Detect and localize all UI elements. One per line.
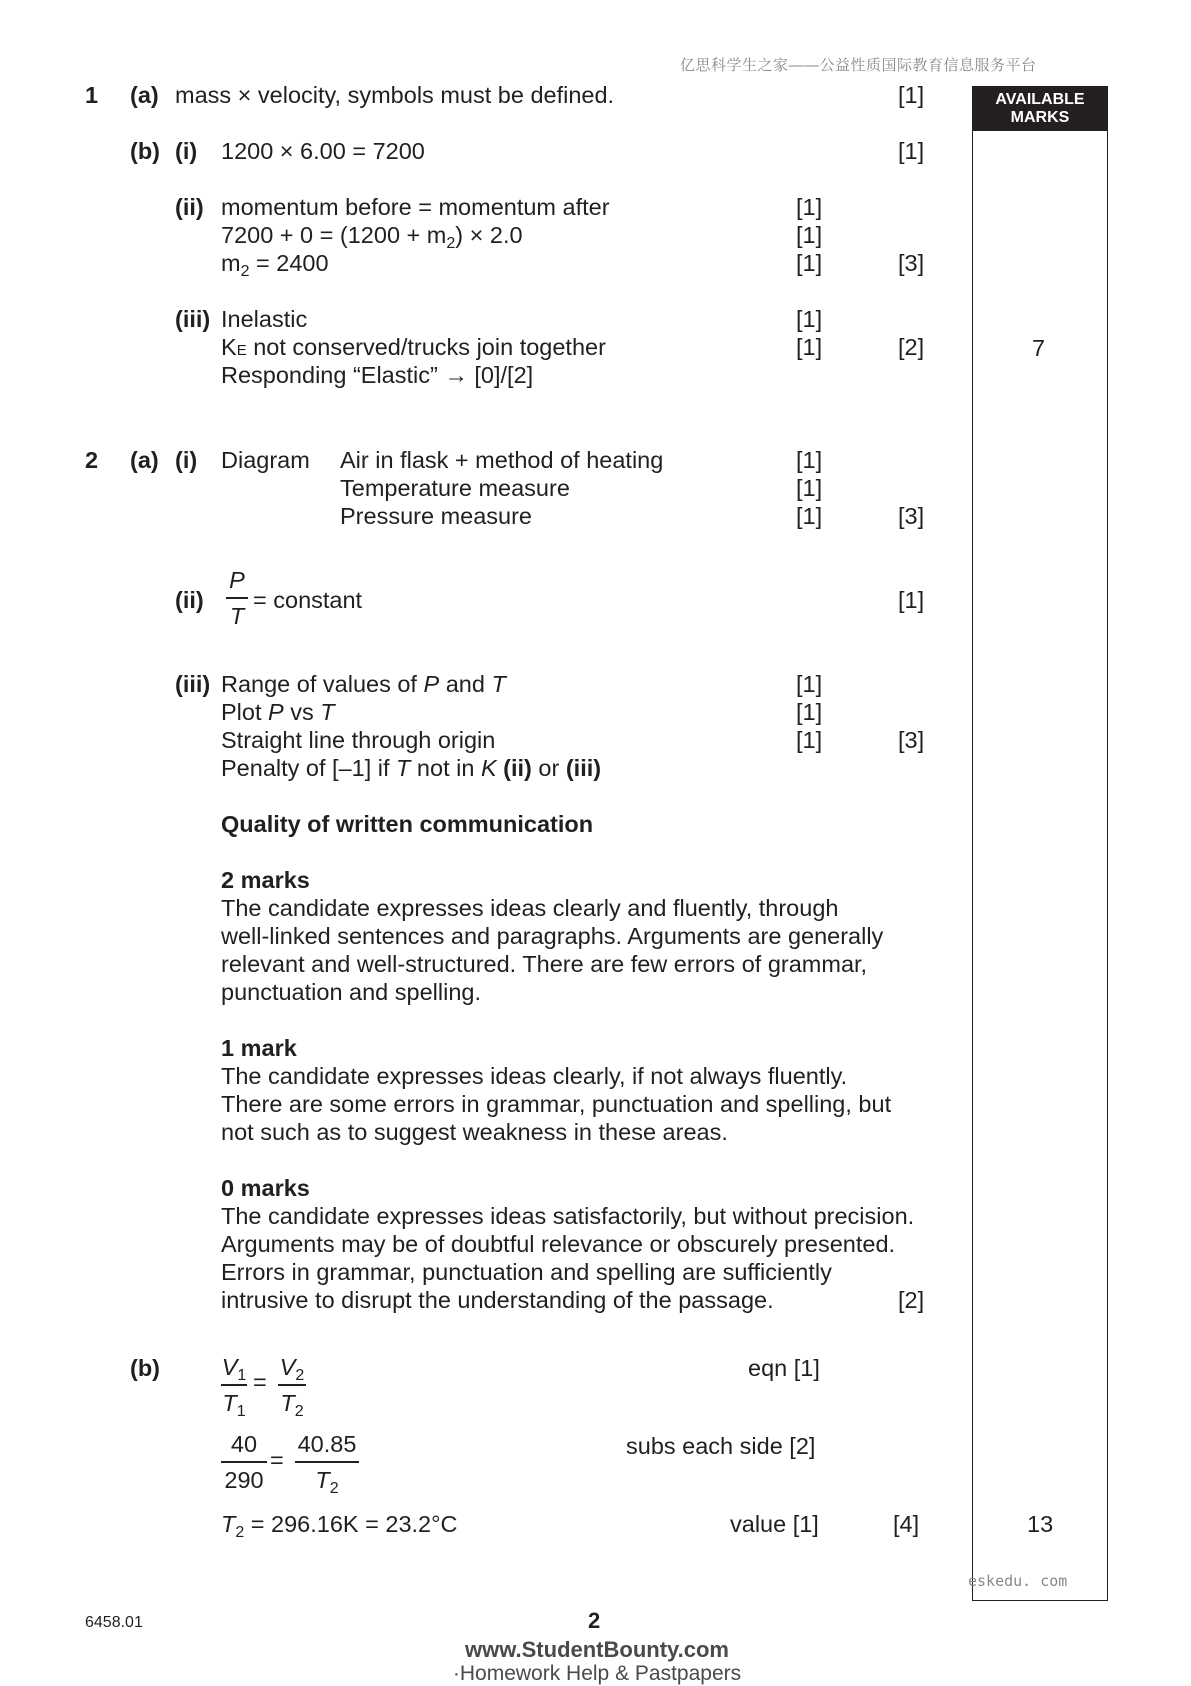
q1biii-line1: Inelastic — [221, 306, 308, 332]
q2b-eq2-frac1: 40 290 — [221, 1430, 267, 1494]
q1bi-mark: [1] — [898, 138, 925, 164]
q2aii-text: = constant — [253, 587, 363, 613]
q2aii-fraction: P T — [226, 566, 248, 630]
q1biii-line3: Responding “Elastic” → [0]/[2] — [221, 362, 534, 388]
qwc-mark: [2] — [898, 1287, 925, 1313]
q2ai-mark3: [1] — [796, 503, 823, 529]
q2aiii-mark2: [1] — [796, 699, 823, 725]
q2ai-total: [3] — [898, 503, 925, 529]
qwc-0marks-line: Arguments may be of doubtful relevance or obscurely presented. — [221, 1231, 896, 1257]
q1bii-mark1: [1] — [796, 194, 823, 220]
qwc-0marks-line: intrusive to disrupt the understanding of the passage. — [221, 1287, 774, 1313]
q1-number: 1 — [85, 82, 99, 108]
q2b-eq1-equals: = — [253, 1369, 267, 1395]
q2ai-mark1: [1] — [796, 447, 823, 473]
q2aiii-label: (iii) — [175, 671, 211, 697]
qwc-2marks-line: well-linked sentences and paragraphs. Arguments are generally — [221, 923, 884, 949]
q1biii-mark1: [1] — [796, 306, 823, 332]
qwc-2marks-heading: 2 marks — [221, 867, 310, 893]
q2aiii-line3: Straight line through origin — [221, 727, 496, 753]
q2b-eq2-mark: subs each side [2] — [626, 1433, 816, 1459]
available-marks-header: AVAILABLE MARKS — [973, 87, 1107, 131]
q2aiii-mark1: [1] — [796, 671, 823, 697]
qwc-0marks-heading: 0 marks — [221, 1175, 310, 1201]
eskedu-watermark: eskedu. com — [968, 1572, 1068, 1590]
qwc-heading: Quality of written communication — [221, 811, 594, 837]
q1a-mark: [1] — [898, 82, 925, 108]
q2aii-label: (ii) — [175, 587, 204, 613]
q1bii-label: (ii) — [175, 194, 204, 220]
q1bii-line3: $m_2 = 2400$ — [221, 250, 329, 280]
qwc-1mark-line: The candidate expresses ideas clearly, if not always fluently. — [221, 1063, 848, 1089]
q1biii-mark2: [1] — [796, 334, 823, 360]
q2aiii-total: [3] — [898, 727, 925, 753]
qwc-0marks-line: The candidate expresses ideas satisfactorily, but without precision. — [221, 1203, 915, 1229]
q1bii-line2: $7200 + 0 = (1200 + m_2) \times 2.0$ — [221, 222, 523, 252]
qwc-1mark-heading: 1 mark — [221, 1035, 297, 1061]
top-watermark: 亿思科学生之家——公益性质国际教育信息服务平台 — [680, 57, 1037, 74]
q1bii-mark3: [1] — [796, 250, 823, 276]
paper-code: 6458.01 — [85, 1614, 143, 1631]
qwc-0marks-line: Errors in grammar, punctuation and spelling are sufficiently — [221, 1259, 832, 1285]
q1biii-line2: KE not conserved/trucks join together — [221, 334, 606, 360]
q1-total-marks: 7 — [1032, 335, 1046, 361]
q1a-label: (a) — [130, 82, 159, 108]
q2-total-marks: 13 — [1027, 1511, 1054, 1537]
q1biii-total: [2] — [898, 334, 925, 360]
qwc-2marks-line: punctuation and spelling. — [221, 979, 482, 1005]
q2aiii-line1: Range of values of P and T — [221, 671, 506, 697]
q1biii-label: (iii) — [175, 306, 211, 332]
q1bii-total: [3] — [898, 250, 925, 276]
page-number: 2 — [588, 1608, 601, 1633]
studentbounty-logo: www.StudentBounty.com ·Homework Help & Pastpapers — [452, 1637, 742, 1685]
q1b-label: (b) — [130, 138, 161, 164]
q2ai-line3: Pressure measure — [340, 503, 532, 529]
qwc-1mark-line: There are some errors in grammar, punctuation and spelling, but — [221, 1091, 892, 1117]
q2b-eq3-mark: value [1] — [730, 1511, 819, 1537]
q2b-eq2-frac2: 40.85 $T_2$ — [295, 1430, 359, 1494]
q2b-eq1-frac1: $V_1$ $T_1$ — [221, 1354, 247, 1420]
q1bii-mark2: [1] — [796, 222, 823, 248]
q2aiii-penalty: Penalty of [–1] if T not in K (ii) or (iii) — [221, 755, 602, 781]
q2-number: 2 — [85, 447, 99, 473]
q2aii-mark: [1] — [898, 587, 925, 613]
q2aiii-line2: Plot P vs T — [221, 699, 335, 725]
q2b-eq2-equals: = — [270, 1447, 284, 1473]
q1bi-label: (i) — [175, 138, 198, 164]
q2ai-diagram: Diagram — [221, 447, 310, 473]
q1bii-line1: momentum before = momentum after — [221, 194, 610, 220]
q2b-label: (b) — [130, 1355, 161, 1381]
qwc-1mark-line: not such as to suggest weakness in these areas. — [221, 1119, 728, 1145]
qwc-2marks-line: relevant and well-structured. There are few errors of grammar, — [221, 951, 868, 977]
q2ai-label: (i) — [175, 447, 198, 473]
qwc-2marks-line: The candidate expresses ideas clearly and fluently, through — [221, 895, 839, 921]
available-marks-column — [972, 86, 1108, 1601]
q2b-eq1-mark: eqn [1] — [748, 1355, 820, 1381]
q2aiii-mark3: [1] — [796, 727, 823, 753]
q2b-total: [4] — [893, 1511, 920, 1537]
q2b-eq3: $T_2 = 296.16K = 23.2^\circ C$ — [221, 1511, 458, 1541]
q2a-label: (a) — [130, 447, 159, 473]
q1bi-text: 1200 × 6.00 = 7200 — [221, 138, 425, 164]
q2b-eq1-frac2: $V_2$ $T_2$ — [279, 1354, 305, 1420]
q1a-text: mass × velocity, symbols must be defined. — [175, 82, 615, 108]
q2ai-line2: Temperature measure — [340, 475, 570, 501]
q2ai-line1: Air in flask + method of heating — [340, 447, 664, 473]
q2ai-mark2: [1] — [796, 475, 823, 501]
